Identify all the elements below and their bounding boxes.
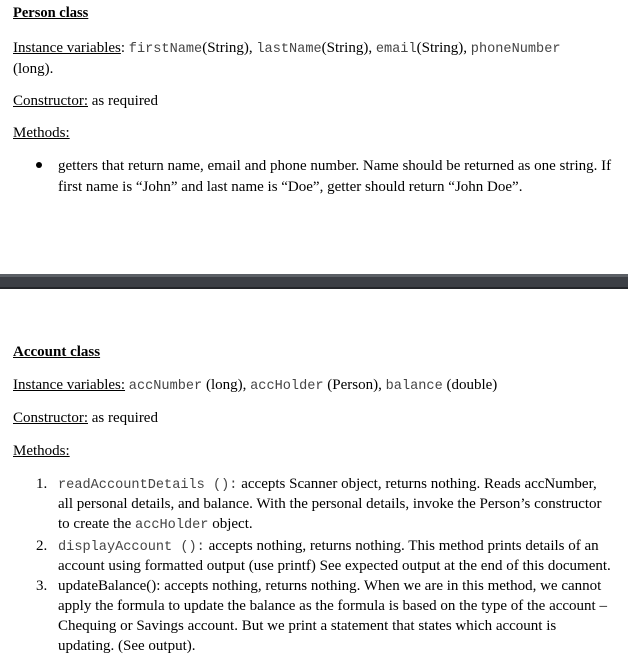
item-3-line-1: updateBalance(): accepts nothing, returns nothing. When we are in this method, we cannot [58, 578, 602, 594]
item-2-line-2: account using formatted output (use printf) See expected output at the end of this document. [58, 558, 611, 574]
person-var-email: email [375, 42, 417, 57]
item-1-line-1 [58, 474, 597, 496]
item-1-line-3 [58, 514, 253, 536]
account-type-balance: (double) [446, 377, 498, 393]
account-ctor-label: Constructor: [13, 410, 88, 426]
person-type-firstname: (String), [202, 40, 253, 56]
item-1-line-1-rest: accepts Scanner object, returns nothing. Reads accNumber, [241, 476, 597, 492]
person-ctor-label: Constructor: [13, 93, 88, 109]
person-type-lastname: (String), [321, 40, 373, 56]
person-instance-variables [13, 38, 561, 60]
account-var-accnumber: accNumber [128, 379, 203, 394]
item-3-line-2: apply the formula to update the balance as the formula is based on the type of the account – [58, 598, 607, 614]
account-instance-variables [13, 375, 497, 397]
person-bullet-line-1: getters that return name, email and phone number. Name should be returned as one string. If [58, 158, 612, 174]
item-1-line-3-post: object. [212, 516, 253, 532]
item-1-line-3-pre: to create the [58, 516, 132, 532]
account-methods-label: Methods: [13, 443, 70, 459]
person-bullet-line-2: first name is “John” and last name is “Doe”, getter should return “John Doe”. [58, 179, 523, 195]
account-ctor-text: as required [91, 410, 158, 426]
item-3-line-3: Chequing or Savings account. But we print a statement that states which account is [58, 618, 557, 634]
person-type-email: (String), [416, 40, 468, 56]
item-1-code: readAccountDetails (): [58, 478, 238, 493]
item-2-code: displayAccount (): [58, 540, 205, 555]
person-class-title: Person class [13, 5, 89, 21]
person-methods-label: Methods: [13, 125, 70, 141]
person-var-lastname: lastName [256, 42, 322, 57]
item-2-number: 2. [36, 538, 48, 554]
person-iv-label: Instance variables [13, 40, 121, 56]
page-separator [0, 274, 628, 289]
item-3-line-4: updating. (See output). [58, 638, 196, 654]
person-constructor [13, 91, 158, 111]
item-2-line-1 [58, 536, 599, 558]
account-constructor [13, 408, 158, 428]
account-var-balance: balance [385, 379, 443, 394]
bullet-icon [36, 162, 42, 168]
account-var-accholder: accHolder [250, 379, 324, 394]
person-type-phonenumber: (long). [13, 61, 54, 77]
person-var-phonenumber: phoneNumber [470, 42, 561, 57]
item-3-number: 3. [36, 578, 48, 594]
item-1-line-3-code: accHolder [135, 518, 209, 533]
item-1-number: 1. [36, 476, 48, 492]
person-ctor-text: as required [91, 93, 158, 109]
account-class-title: Account class [13, 344, 101, 360]
account-iv-label: Instance variables: [13, 377, 126, 393]
item-2-line-1-rest: accepts nothing, returns nothing. This method prints details of an [208, 538, 599, 554]
account-type-accnumber: (long), [205, 377, 247, 393]
account-type-accholder: (Person), [327, 377, 382, 393]
person-var-firstname: firstName [128, 42, 203, 57]
item-1-line-2: all personal details, and balance. With the personal details, invoke the Person’s constructor [58, 496, 602, 512]
person-iv-colon: : [120, 40, 126, 56]
